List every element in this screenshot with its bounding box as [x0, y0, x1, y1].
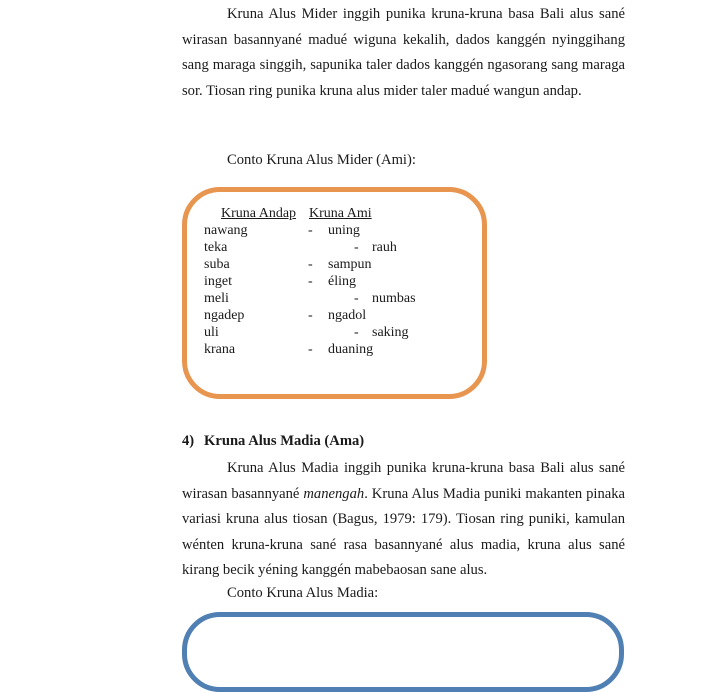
vocab-box-alus-madia [182, 612, 624, 692]
vocab-row [204, 307, 464, 324]
header-kruna-andap: Kruna Andap [221, 206, 297, 221]
example-label-alus-madia: Conto Kruna Alus Madia: [227, 585, 379, 601]
vocab-row [204, 256, 464, 273]
kruna-andap-word: nawang [204, 223, 248, 238]
paragraph-alus-madia: Kruna Alus Madia inggih punika kruna-kruna basa Bali alus sané wirasan basannyané manengah. Kruna Alus Madia puniki makanten pinaka variasi kruna alus tiosan (Bagus, 1979: 179). Tiosan ring puniki, kamulan wénten kruna-kruna sané rasa basannyané alus madia, kruna alus sané kirang becik yéning kanggén mabebaosan sane alus. [182, 460, 625, 578]
paragraph-alus-mider: Kruna Alus Mider inggih punika kruna-kruna basa Bali alus sané wirasan basannyané madué wiguna kekalih, dados kanggén nyinggihang sang maraga singgih, sapunika taler dados kanggén ngasorang sang maraga sor. Tiosan ring punika kruna alus mider taler madué wangun andap. [182, 6, 625, 99]
dash-separator: - [308, 257, 313, 272]
example-label-alus-mider: Conto Kruna Alus Mider (Ami): [227, 152, 416, 168]
kruna-ami-word: uning [328, 223, 360, 238]
vocab-row [204, 341, 464, 358]
dash-separator: - [308, 308, 313, 323]
kruna-ami-word: sampun [328, 257, 372, 272]
section-number: 4) [182, 433, 195, 449]
dash-separator: - [308, 342, 313, 357]
kruna-andap-word: meli [204, 291, 229, 306]
section-title: Kruna Alus Madia (Ama) [204, 433, 365, 449]
kruna-andap-word: inget [204, 274, 232, 289]
dash-separator: - [354, 291, 359, 306]
kruna-ami-word: ngadol [328, 308, 367, 323]
vocab-row [204, 324, 464, 341]
kruna-ami-word: saking [372, 325, 409, 340]
kruna-andap-word: uli [204, 325, 219, 340]
kruna-ami-word: duaning [328, 342, 374, 357]
kruna-ami-word: numbas [372, 291, 416, 306]
vocab-row [204, 290, 464, 307]
kruna-andap-word: suba [204, 257, 230, 272]
kruna-ami-word: rauh [372, 240, 397, 255]
dash-separator: - [308, 223, 313, 238]
dash-separator: - [308, 274, 313, 289]
kruna-andap-word: teka [204, 240, 228, 255]
vocab-row [204, 239, 464, 256]
section-heading-alus-madia [182, 433, 364, 450]
vocab-row [204, 273, 464, 290]
vocab-row [204, 222, 464, 239]
dash-separator: - [354, 240, 359, 255]
kruna-andap-word: ngadep [204, 308, 245, 323]
dash-separator: - [354, 325, 359, 340]
vocab-table [204, 205, 464, 365]
kruna-andap-word: krana [204, 342, 236, 357]
header-kruna-ami: Kruna Ami [309, 206, 372, 221]
kruna-ami-word: éling [328, 274, 356, 289]
